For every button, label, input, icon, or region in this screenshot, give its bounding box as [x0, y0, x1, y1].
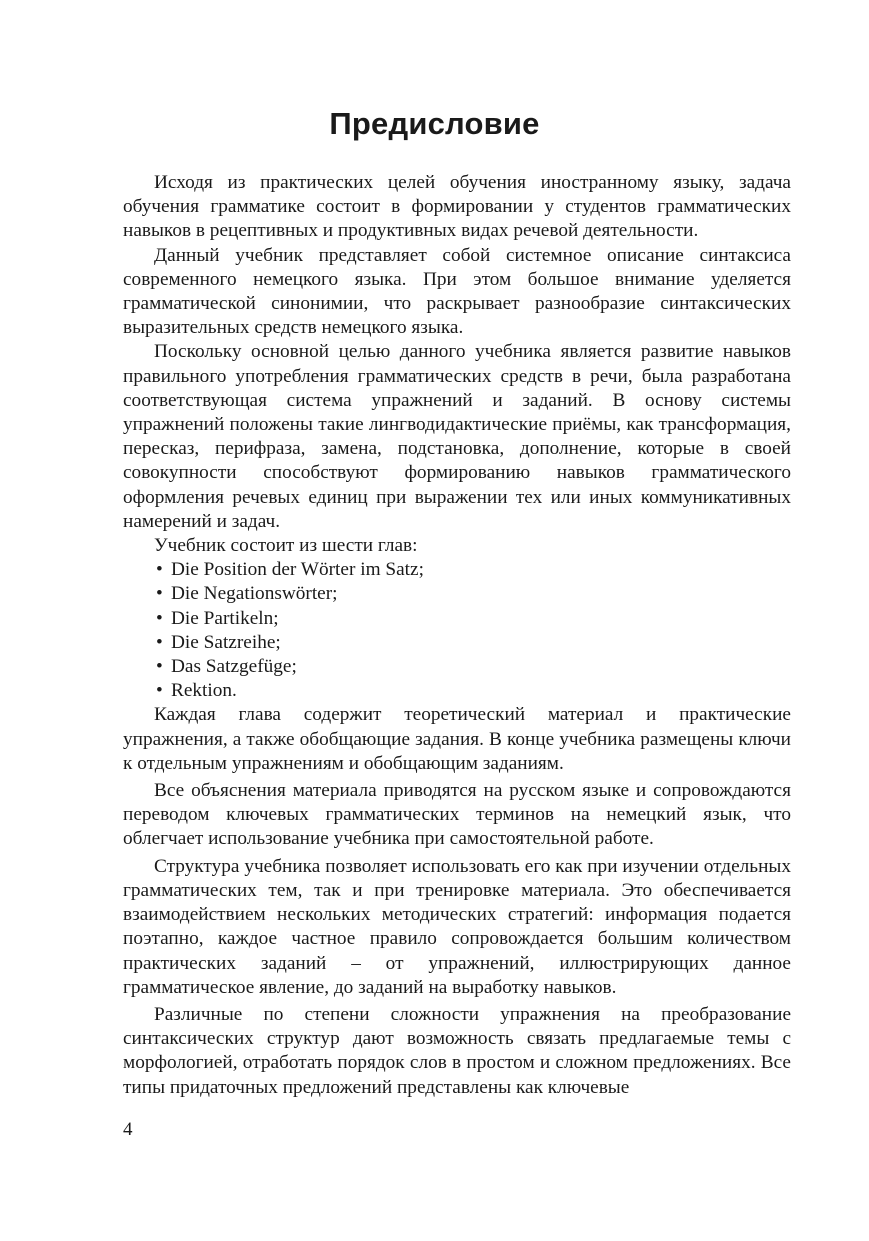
bullet-icon: •	[156, 607, 163, 629]
list-item	[123, 558, 791, 582]
chapter-list	[123, 558, 791, 703]
paragraph: Все объяснения материала приводятся на русском языке и сопровождаются переводом ключевых грамматических терминов на немецкий язык, что облегчает использование учебника при самостоятельной работе.	[123, 780, 791, 850]
body-text	[123, 171, 791, 1100]
list-item-text: Die Negationswörter;	[171, 583, 338, 605]
list-item-text: Die Satzreihe;	[171, 631, 281, 653]
page-number: 4	[123, 1119, 133, 1140]
list-item-text: Das Satzgefüge;	[171, 656, 297, 678]
page-title: Предисловие	[329, 106, 540, 141]
list-item	[123, 607, 791, 631]
paragraph: Поскольку основной целью данного учебника является развитие навыков правильного употребления грамматических средств в речи, была разработана соответствующая система упражнений и заданий. В основу системы упражнений положены такие лингводидактические приёмы, как трансформация, пересказ, перифраза, замена, подстановка, дополнение, которые в своей совокупности способствуют формированию навыков грамматического оформления речевых единиц при выражении тех или иных коммуникативных намерений и задач.	[123, 341, 791, 532]
list-item	[123, 631, 791, 655]
list-item	[123, 655, 791, 679]
list-item-text: Die Partikeln;	[171, 607, 279, 629]
paragraph: Структура учебника позволяет использовать его как при изучении отдельных грамматических тем, так и при тренировке материала. Это обеспечивается взаимодействием нескольких методических стратегий: информация подается поэтапно, каждое частное правило сопровождается большим количеством практических заданий – от упражнений, иллюстрирующих данное грамматическое явление, до заданий на выработку навыков.	[123, 855, 791, 998]
list-item	[123, 582, 791, 606]
paragraph: Различные по степени сложности упражнения на преобразование синтаксических структур дают возможность связать предлагаемые темы с морфологией, отработать порядок слов в простом и сложном предложениях. Все типы придаточных предложений представлены как ключевые	[123, 1003, 791, 1098]
paragraph: Учебник состоит из шести глав:	[154, 535, 418, 557]
paragraph: Каждая глава содержит теоретический материал и практические упражнения, а также обобщающие задания. В конце учебника размещены ключи к отдельным упражнениям и обобщающим заданиям.	[123, 704, 791, 774]
bullet-icon: •	[156, 559, 163, 581]
bullet-icon: •	[156, 656, 163, 678]
bullet-icon: •	[156, 631, 163, 653]
list-item-text: Die Position der Wörter im Satz;	[171, 559, 424, 581]
list-item-text: Rektion.	[171, 680, 237, 702]
list-item	[123, 679, 791, 703]
paragraph: Исходя из практических целей обучения иностранному языку, задача обучения грамматике состоит в формировании у студентов грамматических навыков в рецептивных и продуктивных видах речевой деятельности.	[123, 172, 791, 242]
bullet-icon: •	[156, 680, 163, 702]
bullet-icon: •	[156, 583, 163, 605]
paragraph: Данный учебник представляет собой системное описание синтаксиса современного немецкого языка. При этом большое внимание уделяется грамматической синонимии, что раскрывает разнообразие синтаксических выразительных средств немецкого языка.	[123, 244, 791, 339]
